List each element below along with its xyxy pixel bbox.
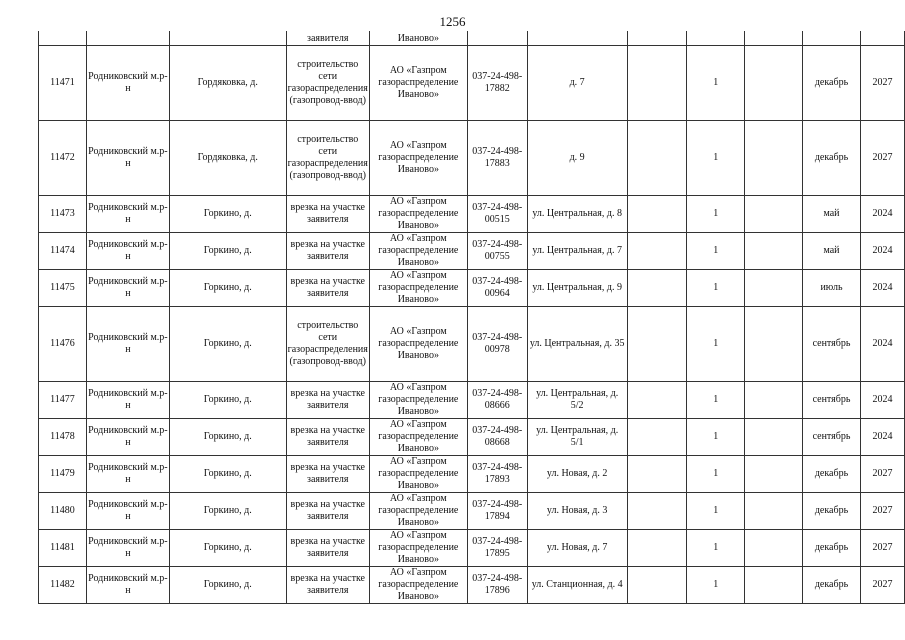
cell-organization: АО «Газпром газораспределение Иваново»	[369, 456, 467, 493]
cell-address: д. 9	[527, 121, 627, 196]
cell-quantity: 1	[687, 270, 745, 307]
cell-month: декабрь	[803, 493, 861, 530]
cell-month: декабрь	[803, 121, 861, 196]
cell-address: д. 7	[527, 46, 627, 121]
cell-empty	[745, 419, 803, 456]
cell-month: июль	[803, 270, 861, 307]
cell-work-type: врезка на участке заявителя	[286, 567, 369, 604]
cell-district: Родниковский м.р-н	[86, 382, 169, 419]
cell-district: Родниковский м.р-н	[86, 493, 169, 530]
cell-month: декабрь	[803, 46, 861, 121]
table-row	[39, 196, 905, 233]
cell-address: ул. Центральная, д. 5/1	[527, 419, 627, 456]
cell-work-type: врезка на участке заявителя	[286, 530, 369, 567]
cell-locality: Горкино, д.	[169, 270, 286, 307]
cell-row-number: 11482	[39, 567, 87, 604]
cell-empty	[745, 382, 803, 419]
gas-connection-table	[38, 31, 905, 604]
cell-address: ул. Станционная, д. 4	[527, 567, 627, 604]
cell-year: 2024	[860, 419, 904, 456]
cell-work-type: строительство сети газораспределения (газопровод-ввод)	[286, 121, 369, 196]
cell-code: 037-24-498-08666	[467, 382, 527, 419]
cell-organization: АО «Газпром газораспределение Иваново»	[369, 46, 467, 121]
cell-organization: Иваново»	[369, 31, 467, 46]
cell-year: 2024	[860, 270, 904, 307]
cell-row-number: 11479	[39, 456, 87, 493]
cell-quantity: 1	[687, 46, 745, 121]
cell-organization: АО «Газпром газораспределение Иваново»	[369, 567, 467, 604]
table-row	[39, 121, 905, 196]
cell-row-number: 11472	[39, 121, 87, 196]
cell-year: 2027	[860, 567, 904, 604]
table-body	[39, 31, 905, 604]
table-row	[39, 567, 905, 604]
table-row	[39, 46, 905, 121]
cell-empty	[627, 567, 687, 604]
cell-address: ул. Центральная, д. 9	[527, 270, 627, 307]
cell-empty	[627, 456, 687, 493]
cell-locality: Гордяковка, д.	[169, 121, 286, 196]
cell-month: декабрь	[803, 530, 861, 567]
cell-organization: АО «Газпром газораспределение Иваново»	[369, 196, 467, 233]
cell-locality: Горкино, д.	[169, 456, 286, 493]
cell-organization: АО «Газпром газораспределение Иваново»	[369, 530, 467, 567]
cell-address: ул. Центральная, д. 5/2	[527, 382, 627, 419]
cell-code: 037-24-498-17894	[467, 493, 527, 530]
cell-quantity: 1	[687, 382, 745, 419]
cell-work-type: врезка на участке заявителя	[286, 196, 369, 233]
cell-code: 037-24-498-00978	[467, 307, 527, 382]
cell-empty	[627, 307, 687, 382]
page-number: 1256	[439, 14, 466, 29]
cell-code: 037-24-498-00515	[467, 196, 527, 233]
cell-organization: АО «Газпром газораспределение Иваново»	[369, 307, 467, 382]
table-row	[39, 493, 905, 530]
cell-code: 037-24-498-00964	[467, 270, 527, 307]
table-row	[39, 419, 905, 456]
cell-locality: Горкино, д.	[169, 530, 286, 567]
cell-empty	[627, 46, 687, 121]
cell-month: декабрь	[803, 456, 861, 493]
cell-empty	[745, 46, 803, 121]
cell-organization: АО «Газпром газораспределение Иваново»	[369, 382, 467, 419]
cell-district: Родниковский м.р-н	[86, 121, 169, 196]
cell-district: Родниковский м.р-н	[86, 530, 169, 567]
cell-code: 037-24-498-00755	[467, 233, 527, 270]
cell-quantity: 1	[687, 567, 745, 604]
cell-district: Родниковский м.р-н	[86, 270, 169, 307]
cell-organization: АО «Газпром газораспределение Иваново»	[369, 493, 467, 530]
cell-address: ул. Новая, д. 3	[527, 493, 627, 530]
cell-empty	[627, 233, 687, 270]
cell-district: Родниковский м.р-н	[86, 196, 169, 233]
cell-quantity: 1	[687, 493, 745, 530]
cell-code: 037-24-498-17883	[467, 121, 527, 196]
cell-year: 2027	[860, 121, 904, 196]
cell-row-number: 11477	[39, 382, 87, 419]
cell-work-type: строительство сети газораспределения (газопровод-ввод)	[286, 46, 369, 121]
table-row	[39, 233, 905, 270]
cell-district: Родниковский м.р-н	[86, 307, 169, 382]
cell-locality: Горкино, д.	[169, 307, 286, 382]
cell-quantity: 1	[687, 121, 745, 196]
cell-empty	[745, 121, 803, 196]
cell-locality: Горкино, д.	[169, 493, 286, 530]
cell-district: Родниковский м.р-н	[86, 456, 169, 493]
cell-row-number: 11480	[39, 493, 87, 530]
cell-locality: Горкино, д.	[169, 382, 286, 419]
cell-empty	[627, 196, 687, 233]
cell-year: 2027	[860, 530, 904, 567]
cell-empty	[745, 493, 803, 530]
cell-month: май	[803, 196, 861, 233]
table-row	[39, 307, 905, 382]
cell-organization: АО «Газпром газораспределение Иваново»	[369, 121, 467, 196]
cell-district: Родниковский м.р-н	[86, 233, 169, 270]
cell-row-number: 11471	[39, 46, 87, 121]
cell-empty	[745, 530, 803, 567]
cell-year: 2024	[860, 233, 904, 270]
cell-work-type: врезка на участке заявителя	[286, 419, 369, 456]
cell-empty	[745, 307, 803, 382]
cell-district: Родниковский м.р-н	[86, 46, 169, 121]
cell-row-number: 11481	[39, 530, 87, 567]
cell-work-type: врезка на участке заявителя	[286, 270, 369, 307]
cell-organization: АО «Газпром газораспределение Иваново»	[369, 233, 467, 270]
cell-locality: Горкино, д.	[169, 196, 286, 233]
cell-locality: Горкино, д.	[169, 567, 286, 604]
cell-address: ул. Новая, д. 7	[527, 530, 627, 567]
cell-month: май	[803, 233, 861, 270]
cell-district: Родниковский м.р-н	[86, 567, 169, 604]
cell-locality: Гордяковка, д.	[169, 46, 286, 121]
cell-year: 2024	[860, 307, 904, 382]
cell-code: 037-24-498-17882	[467, 46, 527, 121]
table-row	[39, 530, 905, 567]
cell-work-type: строительство сети газораспределения (газопровод-ввод)	[286, 307, 369, 382]
cell-row-number: 11478	[39, 419, 87, 456]
cell-work-type: заявителя	[286, 31, 369, 46]
cell-code: 037-24-498-17893	[467, 456, 527, 493]
cell-empty	[627, 530, 687, 567]
cell-quantity: 1	[687, 419, 745, 456]
table-row	[39, 270, 905, 307]
cell-row-number: 11473	[39, 196, 87, 233]
cell-row-number: 11474	[39, 233, 87, 270]
cell-address: ул. Новая, д. 2	[527, 456, 627, 493]
cell-empty	[745, 233, 803, 270]
cell-empty	[627, 121, 687, 196]
cell-empty	[745, 196, 803, 233]
cell-empty	[627, 382, 687, 419]
cell-locality: Горкино, д.	[169, 419, 286, 456]
cell-quantity: 1	[687, 233, 745, 270]
table-row	[39, 456, 905, 493]
table-row	[39, 382, 905, 419]
cell-empty	[745, 456, 803, 493]
cell-year: 2027	[860, 46, 904, 121]
cell-district: Родниковский м.р-н	[86, 419, 169, 456]
cell-address: ул. Центральная, д. 8	[527, 196, 627, 233]
cell-locality: Горкино, д.	[169, 233, 286, 270]
cell-year: 2027	[860, 493, 904, 530]
cell-month: сентябрь	[803, 419, 861, 456]
cell-code: 037-24-498-17896	[467, 567, 527, 604]
cell-work-type: врезка на участке заявителя	[286, 493, 369, 530]
cell-year: 2024	[860, 196, 904, 233]
cell-empty	[627, 270, 687, 307]
cell-address: ул. Центральная, д. 35	[527, 307, 627, 382]
cell-organization: АО «Газпром газораспределение Иваново»	[369, 270, 467, 307]
cell-work-type: врезка на участке заявителя	[286, 456, 369, 493]
cell-row-number: 11476	[39, 307, 87, 382]
cell-quantity: 1	[687, 456, 745, 493]
cell-work-type: врезка на участке заявителя	[286, 233, 369, 270]
cell-code: 037-24-498-08668	[467, 419, 527, 456]
cell-empty	[627, 419, 687, 456]
table-row-continuation	[39, 31, 905, 46]
cell-year: 2024	[860, 382, 904, 419]
cell-quantity: 1	[687, 196, 745, 233]
cell-quantity: 1	[687, 530, 745, 567]
cell-address: ул. Центральная, д. 7	[527, 233, 627, 270]
cell-work-type: врезка на участке заявителя	[286, 382, 369, 419]
cell-row-number: 11475	[39, 270, 87, 307]
cell-year: 2027	[860, 456, 904, 493]
cell-quantity: 1	[687, 307, 745, 382]
cell-organization: АО «Газпром газораспределение Иваново»	[369, 419, 467, 456]
cell-empty	[745, 567, 803, 604]
cell-empty	[627, 493, 687, 530]
cell-empty	[745, 270, 803, 307]
cell-code: 037-24-498-17895	[467, 530, 527, 567]
cell-month: декабрь	[803, 567, 861, 604]
cell-month: сентябрь	[803, 307, 861, 382]
cell-month: сентябрь	[803, 382, 861, 419]
